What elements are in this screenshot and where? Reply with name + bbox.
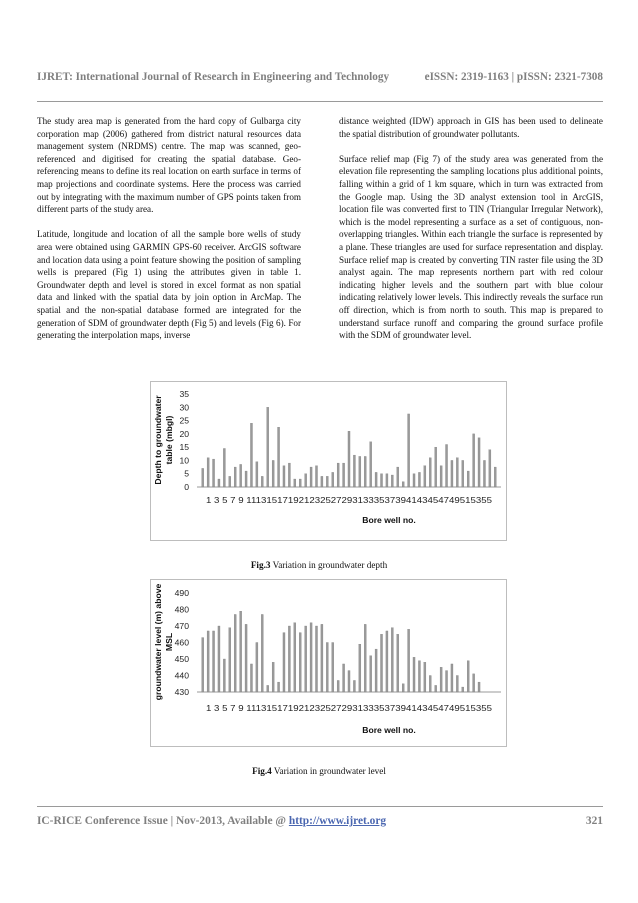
- bar: [278, 682, 280, 692]
- fig3-label: Fig.3: [250, 560, 271, 570]
- bar: [424, 662, 426, 692]
- bar: [451, 664, 453, 692]
- bar: [207, 631, 209, 692]
- bar: [370, 442, 372, 487]
- bar: [456, 458, 458, 487]
- bar: [332, 643, 334, 693]
- fig3-chart: [151, 382, 506, 540]
- bar: [451, 460, 453, 487]
- running-footer: [37, 815, 603, 827]
- bar: [310, 467, 312, 487]
- bar: [278, 427, 280, 487]
- x-tick-labels: 1 3 5 7 9 1113151719212325272931333537394143454749515355: [206, 703, 493, 713]
- x-axis-label: Bore well no.: [362, 515, 416, 525]
- bar: [321, 624, 323, 692]
- y-tick-label: 5: [184, 468, 189, 479]
- bar: [353, 455, 355, 487]
- bar: [478, 682, 480, 692]
- bar: [234, 467, 236, 487]
- journal-title: IJRET: International Journal of Research in Engineering and Technology: [37, 71, 390, 83]
- bar: [489, 450, 491, 487]
- bar: [473, 674, 475, 692]
- bar: [267, 685, 269, 692]
- bar: [202, 468, 204, 487]
- footer-text: IC-RICE Conference Issue | Nov-2013, Available @: [37, 815, 289, 827]
- bar: [386, 474, 388, 487]
- bar: [435, 447, 437, 487]
- bar: [321, 476, 323, 487]
- bar: [256, 643, 258, 693]
- y-tick-label: 480: [174, 604, 189, 615]
- fig4-caption-text: Variation in groundwater level: [273, 766, 386, 776]
- bar: [429, 676, 431, 693]
- bar: [326, 643, 328, 693]
- y-axis-label: groundwater level (m) aboveMSL: [153, 583, 174, 701]
- bar: [413, 657, 415, 692]
- bar: [213, 631, 215, 692]
- y-tick-label: 0: [184, 482, 189, 492]
- bar: [294, 623, 296, 692]
- running-header: [37, 71, 603, 83]
- bar: [272, 662, 274, 692]
- bar: [402, 482, 404, 487]
- bar: [310, 623, 312, 692]
- fig4-chart: [151, 580, 506, 746]
- page-number: 321: [585, 815, 603, 827]
- header-rule: [37, 101, 603, 102]
- bar: [245, 471, 247, 487]
- bar: [218, 626, 220, 692]
- bar: [272, 460, 274, 487]
- bar: [337, 463, 339, 487]
- bar: [494, 467, 496, 487]
- bar: [326, 476, 328, 487]
- bar: [207, 458, 209, 487]
- bar: [283, 633, 285, 692]
- right-column: [339, 115, 603, 342]
- bar: [218, 479, 220, 487]
- y-tick-label: 450: [174, 654, 189, 664]
- bar: [213, 459, 215, 487]
- bar: [456, 676, 458, 693]
- bar: [391, 475, 393, 487]
- bar: [288, 626, 290, 692]
- bar: [359, 644, 361, 692]
- bar: [397, 467, 399, 487]
- bar: [462, 687, 464, 692]
- fig3-caption-text: Variation in groundwater depth: [272, 560, 388, 570]
- y-axis-label: Depth to groundwatertable (mbgl): [153, 395, 174, 485]
- bar: [483, 460, 485, 487]
- bar: [413, 474, 415, 487]
- bar: [332, 472, 334, 487]
- bar: [467, 661, 469, 692]
- y-tick-label: 440: [174, 670, 189, 681]
- y-tick-label: 25: [179, 415, 189, 426]
- fig4-label: Fig.4: [252, 766, 272, 776]
- left-column: [37, 115, 301, 342]
- bar: [391, 628, 393, 692]
- bar: [223, 448, 225, 487]
- bar: [348, 671, 350, 692]
- bar: [370, 656, 372, 692]
- bar: [305, 626, 307, 692]
- paragraph: distance weighted (IDW) approach in GIS has been used to delineate the spatial distribution of groundwater pollutants.: [339, 116, 603, 139]
- fig4-chart-frame: [150, 579, 507, 747]
- y-tick-label: 490: [174, 588, 189, 598]
- bar: [380, 474, 382, 487]
- bar: [267, 407, 269, 487]
- bar: [380, 634, 382, 692]
- bar: [315, 466, 317, 487]
- bar: [256, 462, 258, 487]
- bar: [343, 463, 345, 487]
- bar: [446, 444, 448, 487]
- x-axis-label: Bore well no.: [362, 725, 416, 735]
- bar: [234, 614, 236, 692]
- bar: [305, 474, 307, 487]
- bar: [337, 680, 339, 692]
- bar: [261, 476, 263, 487]
- bar: [408, 629, 410, 692]
- bar: [375, 649, 377, 692]
- bar: [348, 431, 350, 487]
- bar: [462, 460, 464, 487]
- bar: [245, 624, 247, 692]
- bar: [364, 456, 366, 487]
- bar: [261, 614, 263, 692]
- bar: [240, 464, 242, 487]
- bar: [424, 466, 426, 487]
- bar: [250, 664, 252, 692]
- bar: [473, 434, 475, 487]
- bar: [364, 624, 366, 692]
- bar: [440, 667, 442, 692]
- y-tick-label: 35: [179, 389, 189, 399]
- bar: [202, 638, 204, 692]
- bar: [229, 628, 231, 692]
- y-tick-label: 15: [179, 442, 189, 453]
- paragraph: Surface relief map (Fig 7) of the study area was generated from the elevation file representing the sampling locations plus additional points, falling within a grid of 1 km square, which in turn was extracted from the Google map. Using the 3D analyst extension tool in ArcGIS, location file was converted first to TIN (Triangular Irregular Network), which is the model representing a surface as a set of contiguous, non-overlapping triangles. Within each triangle the surface is represented by a plane. These triangles are used for surface representation and display. Surface relief map is created by converting TIN raster file using the 3D analyst again. The map represents northern part with red colour indicating higher levels and the southern part with blue colour indicating relatively lower levels. This indirectly reveals the surface run off direction, which is from north to south. This map is prepared to understand surface runoff and comparing the ground surface profile with the SDM of groundwater level.: [339, 153, 603, 341]
- bar: [250, 423, 252, 487]
- bar: [402, 684, 404, 692]
- bar: [408, 414, 410, 487]
- y-tick-label: 30: [179, 402, 189, 413]
- bar: [353, 680, 355, 692]
- bar: [294, 479, 296, 487]
- fig3-caption: [0, 560, 638, 570]
- paragraph: The study area map is generated from the hard copy of Gulbarga city corporation map (2006) gathered from district natural resources data management system (NRDMS) centre. The map was scanned, geo-referenced and digitised for creating the spatial database. Geo-referencing means to define its real location on earth surface in terms of map projections and coordinate systems. Here the process was carried out by integrating with the maximum number of GPS points taken from different parts of the study area.: [37, 116, 301, 215]
- journal-link[interactable]: http://www.ijret.org: [288, 815, 387, 827]
- footer-rule: [37, 806, 603, 807]
- paragraph: Latitude, longitude and location of all the sample bore wells of study area were obtained using GARMIN GPS-60 receiver. ArcGIS software and location data using a point feature showing the position of sampling wells is prepared (Fig 1) using the attributes given in table 1. Groundwater depth and level is stored in excel format as non spatial data and linked with the spatial data by join option in ArcMap. The spatial and the non-spatial database formed are integrated for the generation of SDM of groundwater depth (Fig 5) and levels (Fig 6). For generating the interpolation maps, inverse: [37, 229, 301, 341]
- bar: [397, 634, 399, 692]
- x-tick-labels: 1 3 5 7 9 1113151719212325272931333537394143454749515355: [206, 495, 493, 505]
- bar: [240, 611, 242, 692]
- bar: [429, 458, 431, 487]
- bar: [418, 661, 420, 692]
- y-tick-label: 430: [174, 687, 189, 697]
- y-tick-label: 470: [174, 621, 189, 631]
- y-tick-label: 10: [179, 455, 189, 466]
- bar: [446, 671, 448, 692]
- bar: [435, 685, 437, 692]
- bar: [467, 471, 469, 487]
- bar: [229, 476, 231, 487]
- bar: [315, 626, 317, 692]
- issn-info: eISSN: 2319-1163 | pISSN: 2321-7308: [424, 71, 603, 83]
- bar: [288, 463, 290, 487]
- fig4-caption: [0, 766, 638, 776]
- bar: [283, 466, 285, 487]
- y-tick-label: 20: [179, 428, 189, 439]
- fig3-chart-frame: [150, 381, 507, 541]
- bar: [359, 456, 361, 487]
- bar: [223, 659, 225, 692]
- bar: [299, 479, 301, 487]
- bar: [386, 631, 388, 692]
- bar: [299, 633, 301, 692]
- bar: [343, 664, 345, 692]
- bar: [375, 472, 377, 487]
- y-tick-label: 460: [174, 637, 189, 648]
- bar: [418, 472, 420, 487]
- bar: [440, 466, 442, 487]
- bar: [478, 438, 480, 487]
